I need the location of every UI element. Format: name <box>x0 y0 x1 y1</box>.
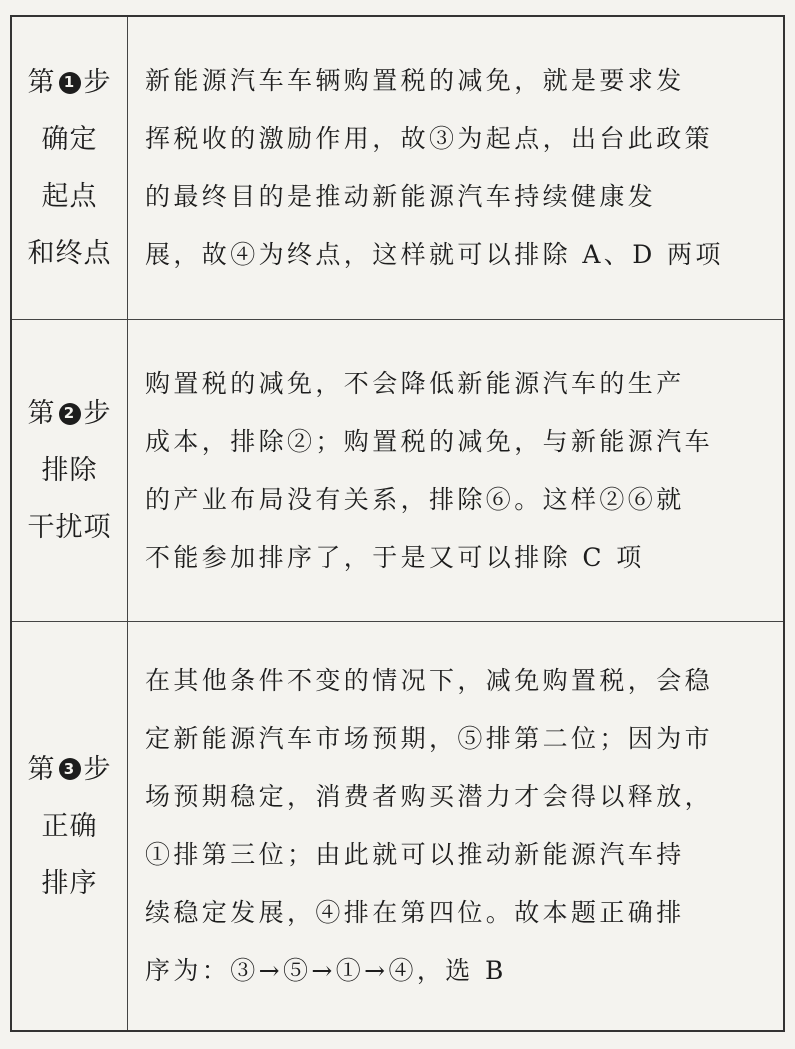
step-label-line: 排除 <box>41 455 98 486</box>
step-number-badge: 2 <box>59 403 81 425</box>
content-line: 展，故④为终点，这样就可以排除 A、D 两项 <box>145 240 724 269</box>
step-label-line: 确定 <box>41 124 98 155</box>
content-line: 的产业布局没有关系，排除⑥。这样②⑥就 <box>145 484 685 514</box>
content-line: 挥税收的激励作用，故③为起点，出台此政策 <box>145 124 714 153</box>
step-row-2 <box>12 319 783 621</box>
step-title-1 <box>28 54 112 111</box>
step-suffix: 步 <box>83 398 112 429</box>
step-content-1 <box>128 17 783 319</box>
step-number-badge: 1 <box>59 72 81 94</box>
solution-table <box>10 15 785 1032</box>
step-row-3 <box>12 621 783 1030</box>
content-line: 成本，排除②；购置税的减免，与新能源汽车 <box>145 426 714 456</box>
step-label-line: 正确 <box>41 810 98 842</box>
step-suffix: 步 <box>83 67 112 98</box>
step-content-2 <box>128 320 783 621</box>
step-title-2 <box>28 385 112 442</box>
content-line: 序为：③→⑤→①→④，选 B <box>145 956 507 985</box>
step-content-3 <box>128 622 783 1030</box>
step-label-line: 排序 <box>41 867 98 899</box>
content-line: 购置税的减免，不会降低新能源汽车的生产 <box>145 368 685 398</box>
step-prefix: 第 <box>27 398 56 429</box>
step-prefix: 第 <box>27 753 56 785</box>
step-label-line: 和终点 <box>27 238 112 269</box>
content-line: 新能源汽车车辆购置税的减免，就是要求发 <box>145 66 685 95</box>
step-label-3 <box>12 622 128 1030</box>
step-number-badge: 3 <box>59 758 81 780</box>
step-label-2 <box>12 320 128 621</box>
content-line: ①排第三位；由此就可以推动新能源汽车持 <box>145 840 685 869</box>
content-line: 定新能源汽车市场预期，⑤排第二位；因为市 <box>145 724 714 753</box>
content-line: 不能参加排序了，于是又可以排除 C 项 <box>145 542 645 572</box>
content-line: 场预期稳定，消费者购买潜力才会得以释放， <box>145 782 714 811</box>
step-prefix: 第 <box>27 67 56 98</box>
content-line: 在其他条件不变的情况下，减免购置税，会稳 <box>145 666 714 695</box>
step-row-1 <box>12 17 783 319</box>
step-suffix: 步 <box>83 753 112 785</box>
step-label-1 <box>12 17 128 319</box>
step-label-line: 干扰项 <box>27 512 112 543</box>
content-line: 的最终目的是推动新能源汽车持续健康发 <box>145 182 657 211</box>
step-label-line: 起点 <box>41 181 98 212</box>
content-line: 续稳定发展，④排在第四位。故本题正确排 <box>145 898 685 927</box>
step-title-3 <box>28 741 112 798</box>
